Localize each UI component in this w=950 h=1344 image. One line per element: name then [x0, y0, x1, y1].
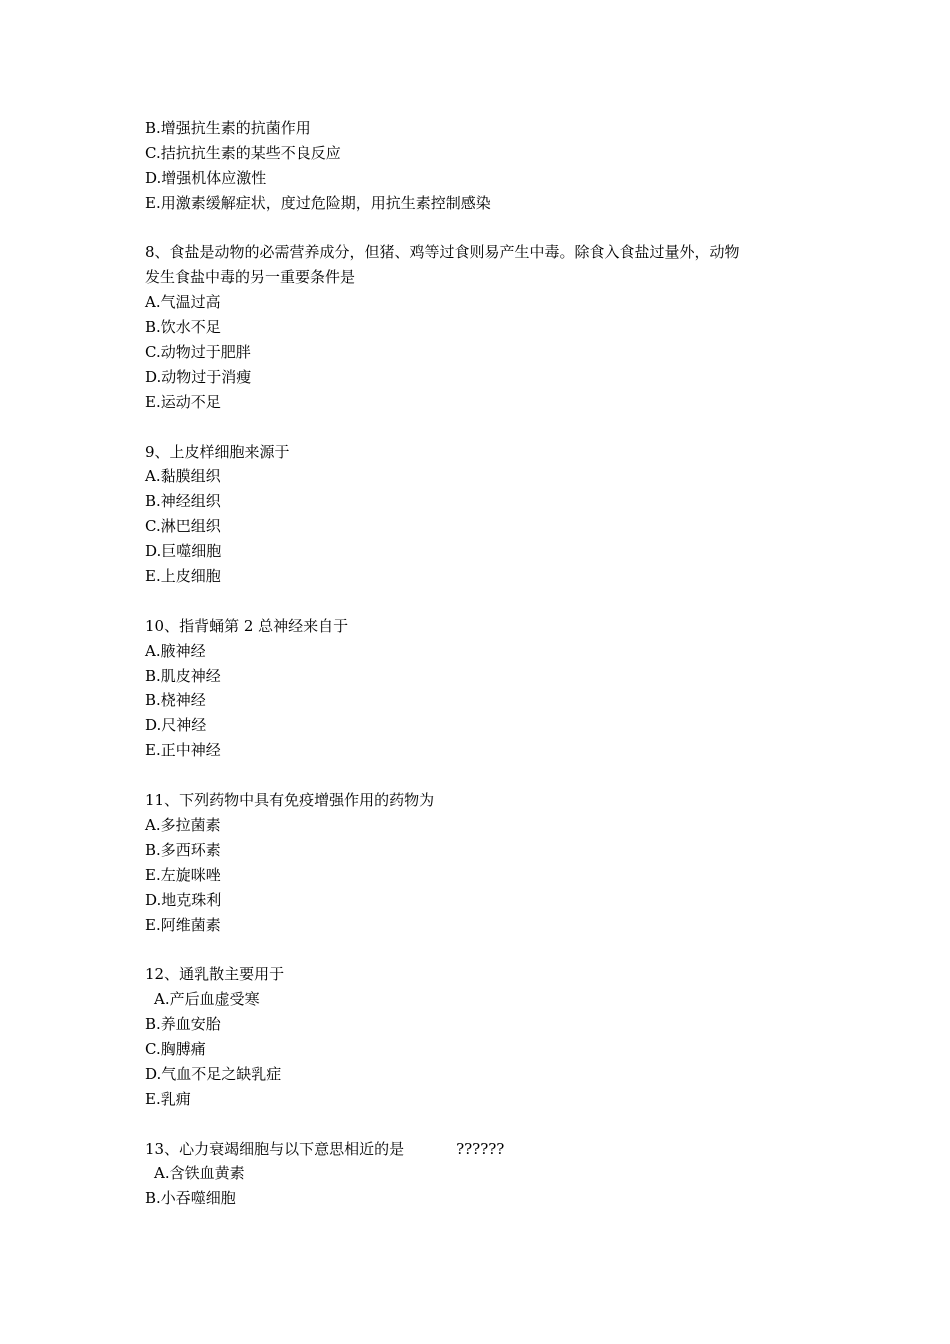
question-stem: 12、通乳散主要用于 [145, 965, 285, 984]
question-stem: 8、食盐是动物的必需营养成分，但猪、鸡等过食则易产生中毒。除食入食盐过量外，动物 [145, 243, 740, 262]
option-b: B.神经组织 [145, 492, 221, 511]
option-a: A.产后血虚受寒 [154, 990, 260, 1009]
question-13 [145, 1137, 825, 1212]
option-c: C.胸膊痛 [145, 1039, 206, 1058]
option-b: B.小吞噬细胞 [145, 1189, 236, 1208]
option-c: C.拮抗抗生素的某些不良反应 [145, 143, 341, 162]
question-9 [145, 440, 825, 589]
option-d: D.尺神经 [145, 716, 207, 735]
option-d: D.地克珠利 [145, 890, 222, 909]
option-a: A.气温过高 [145, 293, 221, 312]
option-b: B.饮水不足 [145, 318, 221, 337]
option-d: D.动物过于消瘦 [145, 367, 252, 386]
option-b: B.肌皮神经 [145, 666, 221, 685]
option-e: E.上皮细胞 [145, 567, 221, 586]
option-a: A.含铁血黄素 [154, 1164, 245, 1183]
question-stem-row [145, 1137, 825, 1162]
option-e: E.阿维菌素 [145, 915, 221, 934]
question-stem: 11、下列药物中具有免疫增强作用的药物为 [145, 791, 435, 810]
option-c: C.动物过于肥胖 [145, 343, 251, 362]
option-c: B.桡神经 [145, 691, 206, 710]
question-marks: ?????? [456, 1139, 505, 1158]
question-stem: 10、指背蛹第 2 总神经来自于 [145, 616, 349, 635]
option-e: E.乳痈 [145, 1089, 191, 1108]
option-e: E.正中神经 [145, 741, 221, 760]
option-d: D.增强机体应激性 [145, 168, 267, 187]
question-11 [145, 788, 825, 937]
question-12 [145, 962, 825, 1111]
question-8 [145, 240, 825, 414]
option-a: A.黏膜组织 [145, 467, 221, 486]
option-b: B.增强抗生素的抗菌作用 [145, 119, 311, 137]
option-b: B.多西环素 [145, 840, 221, 859]
option-a: A.多拉菌素 [145, 815, 221, 834]
option-a: A.腋神经 [145, 641, 206, 660]
question-stem: 13、心力衰竭细胞与以下意思相近的是 [145, 1139, 405, 1158]
question-stem: 9、上皮样细胞来源于 [145, 442, 290, 461]
option-c: C.淋巴组织 [145, 517, 221, 536]
option-e: E.运动不足 [145, 392, 221, 411]
option-c: E.左旋咪唑 [145, 865, 221, 884]
question-10 [145, 614, 825, 763]
option-d: D.气血不足之缺乳症 [145, 1064, 282, 1083]
option-b: B.养血安胎 [145, 1015, 221, 1034]
option-e: E.用激素缓解症状，度过危险期，用抗生素控制感染 [145, 193, 491, 212]
question-7-continued [145, 116, 825, 216]
document-page [145, 116, 825, 1236]
question-stem-continued: 发生食盐中毒的另一重要条件是 [145, 268, 356, 287]
option-d: D.巨噬细胞 [145, 542, 222, 561]
